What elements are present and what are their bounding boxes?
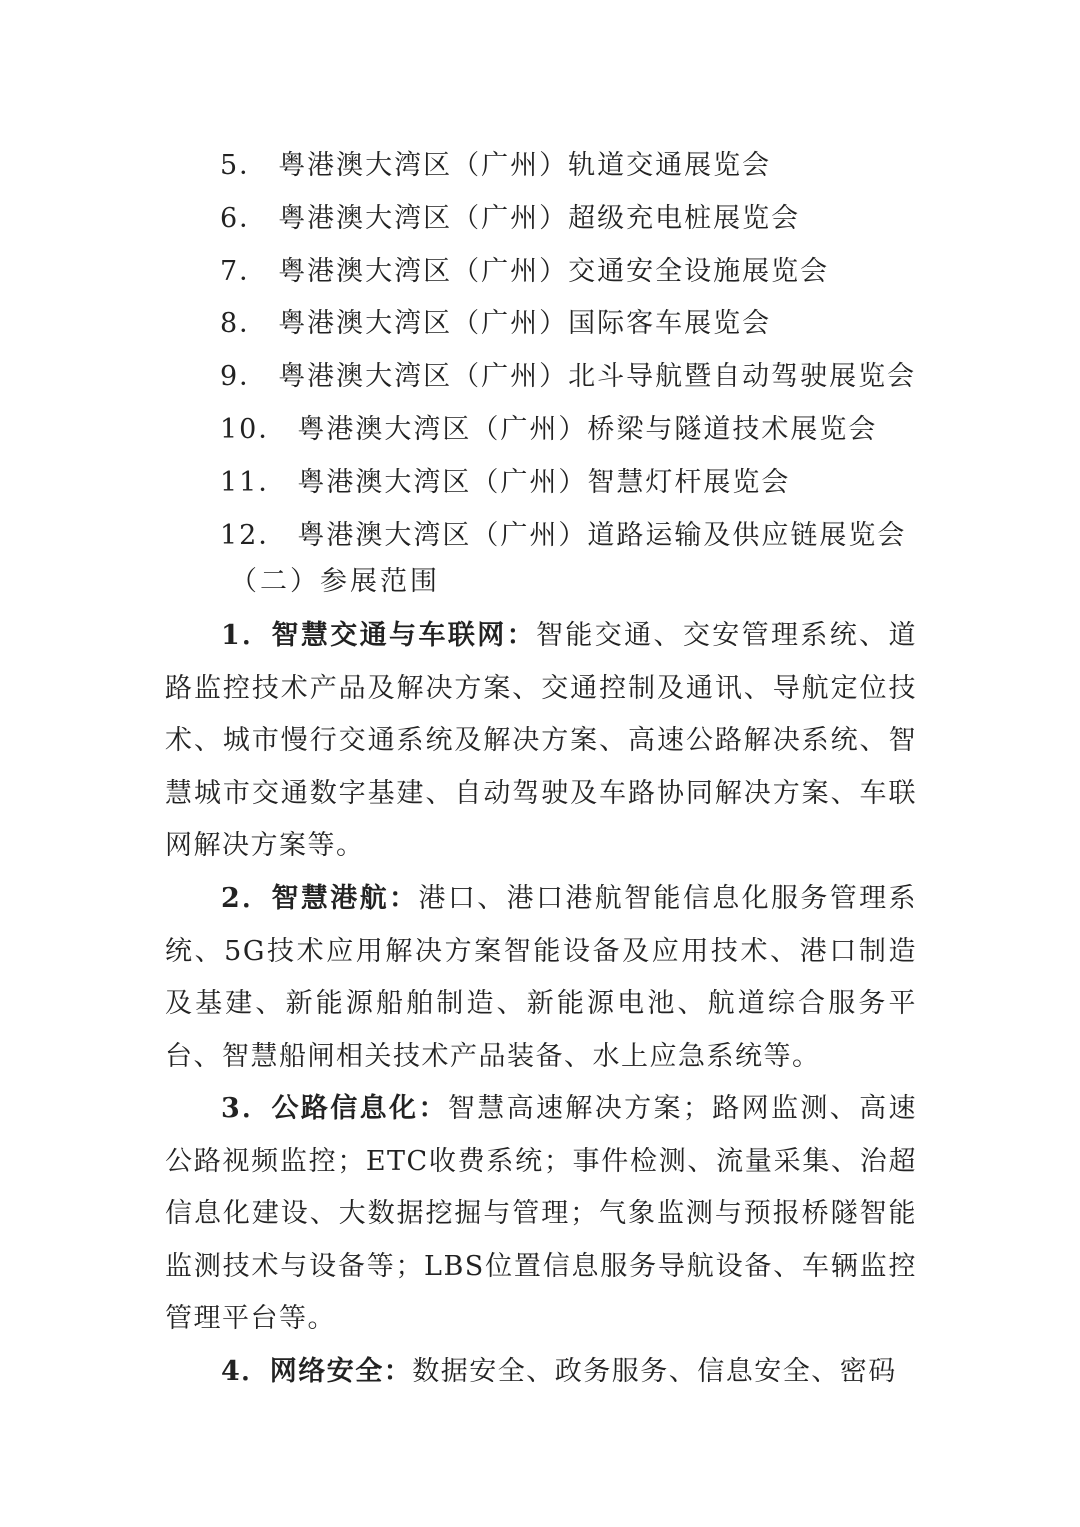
list-item [220, 457, 960, 510]
scope-paragraph-highway-it [165, 1083, 917, 1346]
scope-text: 智慧高速解决方案；路网监测、高速公路视频监控；ETC收费系统；事件检测、流量采集、治超信息化建设、大数据挖掘与管理；气象监测与预报桥隧智能监测技术与设备等；LBS位置信息服务导航设备、车辆监控管理平台等。 [165, 1093, 918, 1334]
scope-label: 智慧港航： [271, 883, 419, 914]
list-item-number: 11． [220, 466, 288, 498]
list-item-text: 粤港澳大湾区（广州）北斗导航暨自动驾驶展览会 [278, 361, 917, 393]
list-item-number: 10． [220, 413, 288, 445]
list-item [220, 351, 960, 404]
section-heading: （二）参展范围 [230, 566, 440, 597]
scope-label: 公路信息化： [271, 1093, 448, 1124]
scope-text: 港口、港口港航智能信息化服务管理系统、5G技术应用解决方案智能设备及应用技术、港口制造及基建、新能源船舶制造、新能源电池、航道综合服务平台、智慧船闸相关技术产品装备、水上应急系统等。 [165, 883, 918, 1072]
list-item [220, 193, 960, 246]
list-item-number: 7． [220, 255, 269, 287]
expo-list [220, 140, 960, 562]
scope-number: 1． [221, 620, 272, 651]
list-item-number: 9． [220, 361, 269, 393]
scope-number: 3． [221, 1093, 272, 1124]
scope-paragraph-smart-port [165, 873, 917, 1083]
scope-paragraph-network-security [165, 1346, 917, 1399]
list-item-number: 5． [220, 150, 269, 181]
list-item-text: 粤港澳大湾区（广州）桥梁与隧道技术展览会 [297, 413, 878, 445]
list-item-number: 12． [220, 519, 288, 551]
scope-number: 2． [221, 883, 272, 914]
list-item-number: 8． [220, 308, 269, 340]
list-item [220, 404, 960, 457]
scope-label: 网络安全： [269, 1356, 413, 1387]
list-item [220, 246, 960, 299]
list-item-text: 粤港澳大湾区（广州）国际客车展览会 [278, 308, 772, 340]
scope-text: 智能交通、交安管理系统、道路监控技术产品及解决方案、交通控制及通讯、导航定位技术、城市慢行交通系统及解决方案、高速公路解决系统、智慧城市交通数字基建、自动驾驶及车路协同解决方案、车联网解决方案等。 [165, 620, 917, 861]
list-item-number: 6． [220, 202, 269, 234]
list-item-text: 粤港澳大湾区（广州）轨道交通展览会 [278, 150, 772, 181]
list-item-text: 粤港澳大湾区（广州）智慧灯杆展览会 [297, 466, 791, 498]
list-item [220, 140, 960, 193]
list-item-text: 粤港澳大湾区（广州）道路运输及供应链展览会 [297, 519, 907, 551]
scope-paragraph-smart-transport [165, 610, 917, 873]
scope-label: 智慧交通与车联网： [271, 620, 536, 651]
scope-number: 4． [221, 1356, 270, 1387]
list-item-text: 粤港澳大湾区（广州）超级充电桩展览会 [278, 202, 801, 234]
list-item-text: 粤港澳大湾区（广州）交通安全设施展览会 [278, 255, 830, 287]
list-item [220, 298, 960, 351]
list-item [220, 510, 960, 563]
scope-text: 数据安全、政务服务、信息安全、密码 [412, 1356, 897, 1387]
